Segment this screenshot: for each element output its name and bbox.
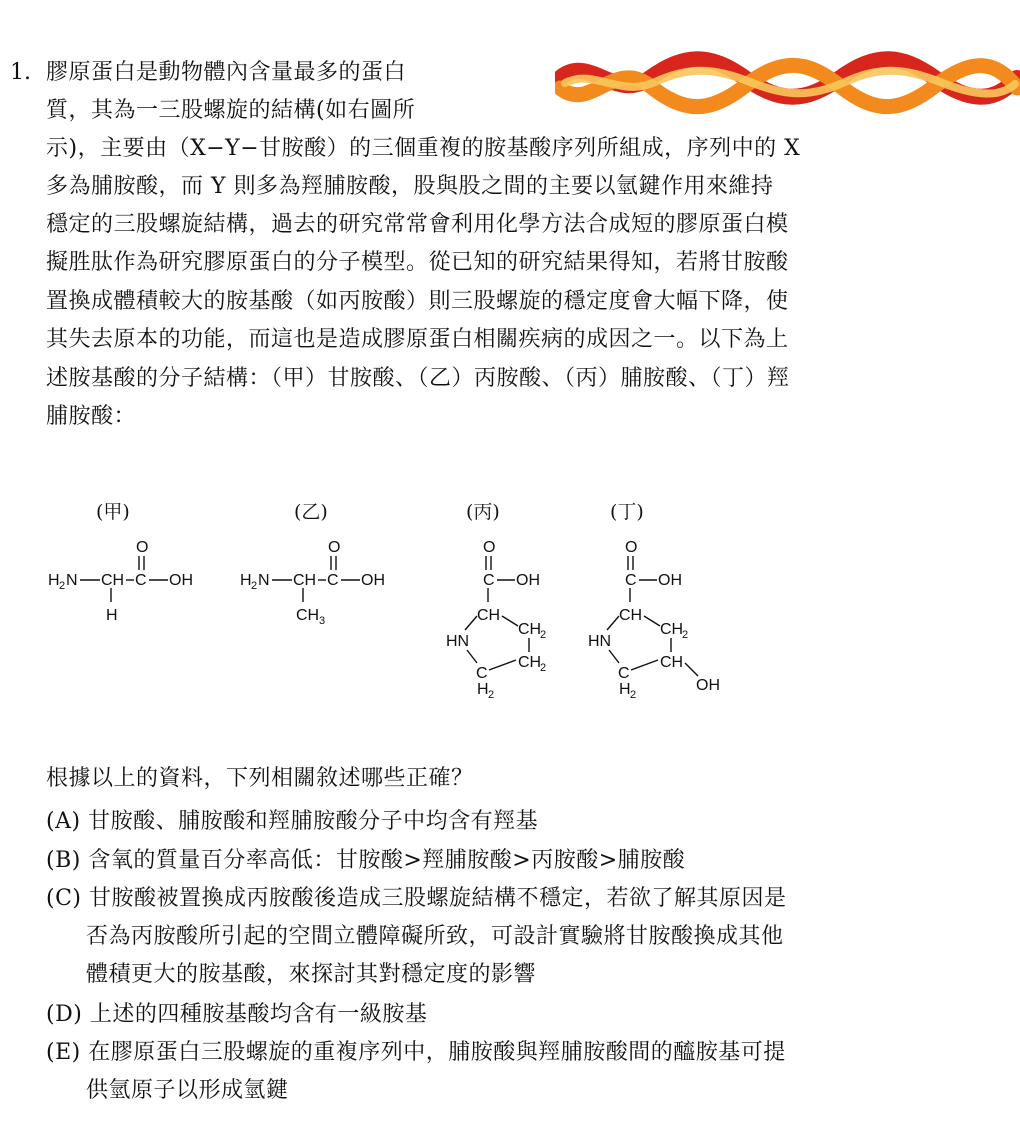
pro-ch2a: CH [518, 621, 542, 638]
intro-line-1: 膠原蛋白是動物體內含量最多的蛋白 [46, 60, 407, 85]
intro-line-6: 擬胜肽作為研究膠原蛋白的分子模型。從已知的研究結果得知，若將甘胺酸 [46, 250, 789, 275]
option-e-text-2: 供氫原子以形成氫鍵 [86, 1078, 289, 1103]
ala-ch3: CH [296, 607, 320, 624]
intro-line-4: 多為脯胺酸，而 Y 則多為羥脯胺酸，股與股之間的主要以氫鍵作用來維持 [46, 174, 774, 199]
pro-ch: CH [477, 607, 501, 624]
option-c[interactable] [46, 880, 787, 994]
option-a-letter: (A) [46, 809, 81, 834]
glycine-structure [48, 539, 193, 624]
triple-helix-illustration [555, 48, 1020, 118]
pro-oh: OH [516, 572, 540, 589]
hyp-o: O [625, 539, 638, 556]
option-c-letter: (C) [46, 886, 82, 911]
ala-o: O [328, 539, 341, 556]
hyp-ch-ring: CH [660, 654, 684, 671]
option-e[interactable] [46, 1034, 786, 1110]
option-d[interactable] [46, 996, 427, 1034]
label-ding: (丁) [610, 501, 644, 523]
option-b[interactable] [46, 842, 685, 880]
hydroxyproline-structure [588, 539, 720, 701]
label-bing: (丙) [466, 501, 500, 523]
gly-ch: CH [101, 572, 125, 589]
gly-o: O [136, 539, 149, 556]
intro-line-8: 其失去原本的功能，而這也是造成膠原蛋白相關疾病的成因之一。以下為上 [46, 327, 789, 352]
ala-c: C [327, 572, 339, 589]
intro-line-10: 脯胺酸： [46, 404, 137, 429]
hyp-ch2a-sub: 2 [682, 629, 689, 641]
option-d-text: 上述的四種胺基酸均含有一級胺基 [89, 1002, 428, 1027]
pro-c: C [483, 572, 495, 589]
hyp-h2: H [619, 681, 631, 698]
pro-ch2b: CH [518, 654, 542, 671]
proline-structure [446, 539, 546, 701]
option-d-letter: (D) [46, 1002, 83, 1027]
intro-line-5: 穩定的三股螺旋結構，過去的研究常常會利用化學方法合成短的膠原蛋白模 [46, 212, 789, 237]
amino-acid-structures [40, 530, 740, 710]
option-b-text: 含氧的質量百分率高低：甘胺酸>羥脯胺酸>丙胺酸>脯胺酸 [88, 848, 686, 873]
label-yi: (乙) [294, 501, 328, 523]
hyp-c: C [625, 572, 637, 589]
pro-o: O [483, 539, 496, 556]
ala-ch3-sub: 3 [319, 615, 326, 627]
option-a[interactable] [46, 803, 538, 841]
hyp-hn: HN [588, 633, 612, 650]
intro-line-2: 質，其為一三股螺旋的結構(如右圖所 [46, 98, 416, 123]
intro-line-3: 示)，主要由（X−Y−甘胺酸）的三個重複的胺基酸序列所組成，序列中的 X [46, 136, 801, 161]
ala-h: H [240, 572, 252, 589]
option-c-text-2: 否為丙胺酸所引起的空間立體障礙所致，可設計實驗將甘胺酸換成其他 [86, 924, 784, 949]
ala-h-sub: 2 [251, 580, 258, 592]
pro-h2-sub: 2 [488, 689, 495, 701]
intro-line-9: 述胺基酸的分子結構：（甲）甘胺酸、（乙）丙胺酸、（丙）脯胺酸、（丁）羥 [46, 366, 790, 391]
hyp-ch: CH [619, 607, 643, 624]
hyp-ch2a: CH [660, 621, 684, 638]
pro-c-ring: C [476, 665, 488, 682]
hyp-oh-ring: OH [696, 677, 720, 694]
question-prompt: 根據以上的資料，下列相關敘述哪些正確？ [46, 766, 474, 791]
label-jia: (甲) [96, 501, 130, 523]
option-b-letter: (B) [46, 848, 81, 873]
gly-h: H [48, 572, 60, 589]
pro-hn: HN [446, 633, 470, 650]
hyp-c-ring: C [618, 665, 630, 682]
pro-ch2b-sub: 2 [540, 662, 547, 674]
gly-h-group: H [106, 607, 118, 624]
ala-n: N [258, 572, 270, 589]
hyp-h2-sub: 2 [630, 689, 637, 701]
intro-line-7: 置換成體積較大的胺基酸（如丙胺酸）則三股螺旋的穩定度會大幅下降，使 [46, 289, 789, 314]
ala-ch: CH [293, 572, 317, 589]
pro-ch2a-sub: 2 [540, 629, 547, 641]
option-c-text-3: 體積更大的胺基酸，來探討其對穩定度的影響 [86, 962, 537, 987]
pro-h2: H [477, 681, 489, 698]
alanine-structure [240, 539, 385, 627]
option-a-text: 甘胺酸、脯胺酸和羥脯胺酸分子中均含有羥基 [88, 809, 539, 834]
option-c-text-1: 甘胺酸被置換成丙胺酸後造成三股螺旋結構不穩定，若欲了解其原因是 [89, 886, 787, 911]
hyp-oh: OH [658, 572, 682, 589]
question-number: 1. [10, 60, 31, 85]
option-e-letter: (E) [46, 1040, 81, 1065]
option-e-text-1: 在膠原蛋白三股螺旋的重複序列中，脯胺酸與羥脯胺酸間的醯胺基可提 [88, 1040, 786, 1065]
gly-n: N [66, 572, 78, 589]
gly-c: C [135, 572, 147, 589]
gly-h-sub: 2 [59, 580, 66, 592]
ala-oh: OH [361, 572, 385, 589]
gly-oh: OH [169, 572, 193, 589]
